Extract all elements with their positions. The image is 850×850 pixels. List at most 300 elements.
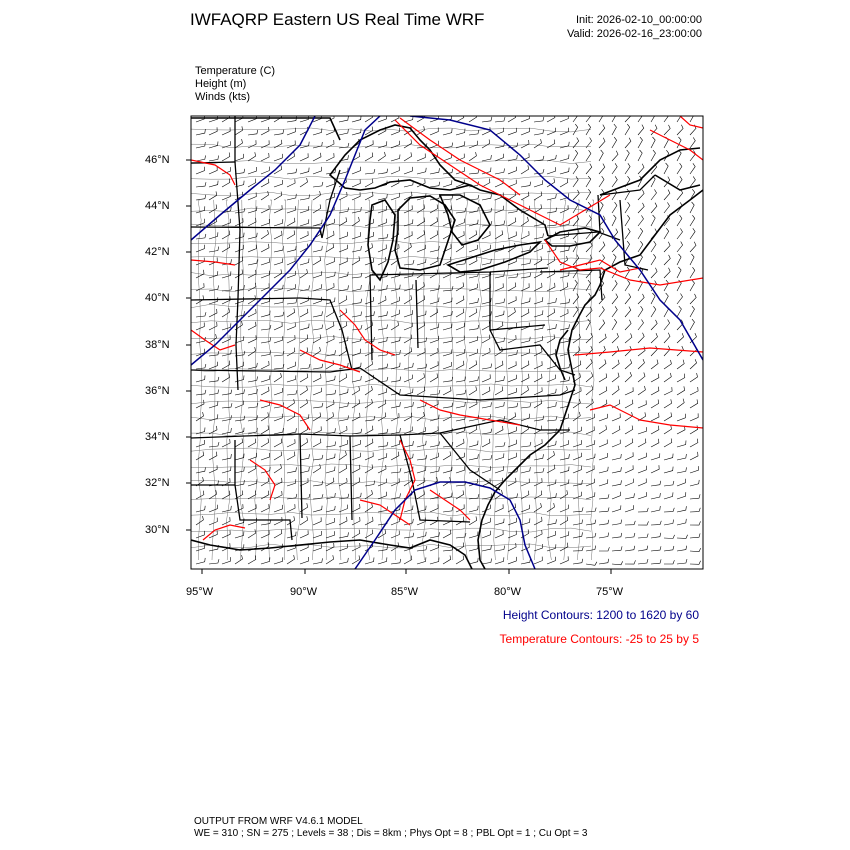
wind-barb	[391, 531, 399, 538]
wind-barb	[430, 285, 440, 291]
wind-barb	[248, 167, 257, 174]
wind-barb	[196, 558, 205, 564]
wind-barb	[482, 335, 490, 343]
wind-barb	[274, 505, 283, 512]
wind-barb	[404, 375, 412, 382]
wind-barb	[625, 228, 630, 239]
wind-barb	[651, 268, 657, 278]
wind-barb	[378, 388, 387, 395]
wind-barb	[638, 150, 642, 161]
wind-barb	[599, 138, 605, 148]
wind-barb	[521, 403, 531, 408]
wind-barb	[352, 337, 361, 343]
wind-barb	[586, 533, 596, 538]
wind-barb	[612, 520, 622, 525]
wind-barb	[508, 493, 518, 499]
wind-barb	[222, 517, 230, 525]
wind-barb	[482, 559, 492, 565]
wind-barb	[547, 308, 555, 317]
wind-barb	[599, 242, 605, 252]
wind-barb	[365, 140, 373, 148]
wind-barb	[586, 440, 595, 447]
wind-barb	[625, 241, 630, 252]
wind-barb	[547, 519, 557, 525]
wind-barb	[326, 555, 334, 564]
wind-barb	[209, 465, 217, 473]
wind-barb	[274, 130, 284, 135]
wind-barb	[521, 283, 529, 291]
wind-barb	[599, 425, 607, 434]
wind-barb	[560, 505, 568, 512]
wind-barb	[222, 454, 231, 460]
wind-barb	[209, 156, 219, 162]
wind-barb	[248, 439, 256, 447]
wind-barb	[287, 308, 295, 317]
wind-barb	[261, 311, 270, 317]
wind-barb	[521, 298, 530, 304]
wind-barb	[313, 506, 322, 512]
wind-barb	[339, 347, 347, 356]
wind-barb	[690, 521, 701, 525]
wind-barb	[235, 480, 244, 486]
wind-barb	[677, 228, 683, 239]
wind-barb	[534, 297, 543, 304]
wind-barb	[261, 361, 269, 369]
wind-barb	[287, 439, 295, 447]
wind-barb	[677, 333, 684, 343]
wind-barb	[339, 558, 348, 564]
wind-barb	[586, 372, 593, 382]
wind-barb	[261, 244, 269, 252]
wind-barb	[599, 453, 608, 460]
wind-barb	[690, 319, 695, 330]
wind-barb	[417, 204, 425, 213]
wind-barb	[625, 452, 633, 460]
wind-barb	[625, 465, 633, 473]
wind-barb	[261, 425, 269, 434]
wind-barb	[612, 505, 621, 512]
wind-barb	[664, 268, 670, 278]
wind-barb	[599, 176, 604, 187]
wind-barb	[222, 286, 232, 291]
wind-barb	[690, 111, 694, 122]
wind-barb	[378, 285, 387, 291]
wind-barb	[547, 114, 555, 122]
wind-barb	[677, 414, 685, 421]
wind-barb	[196, 129, 205, 135]
wind-barb	[417, 217, 425, 226]
wind-barb	[274, 373, 282, 382]
wind-barb	[222, 428, 231, 434]
wind-barb	[222, 467, 231, 474]
wind-barb	[612, 480, 622, 486]
wind-barb	[209, 390, 219, 396]
wind-barb	[586, 508, 596, 512]
wind-barb	[196, 206, 205, 213]
wind-barb	[664, 333, 670, 343]
wind-barb	[326, 180, 335, 187]
wind-barb	[495, 117, 505, 122]
wind-barb	[495, 442, 505, 447]
county-line	[191, 416, 591, 420]
wind-barb	[482, 364, 492, 369]
wind-barb	[599, 479, 608, 486]
wind-barb	[261, 167, 269, 174]
wind-barb	[534, 454, 544, 460]
wind-barb	[638, 479, 646, 487]
wind-barb	[560, 543, 568, 551]
wind-barb	[690, 548, 701, 552]
wind-barb	[482, 429, 492, 434]
wind-barb	[300, 153, 308, 161]
wind-barb	[495, 387, 503, 396]
wind-barb	[287, 348, 295, 356]
wind-barb	[599, 111, 604, 122]
wind-barb	[599, 440, 607, 448]
county-line	[408, 200, 412, 560]
wind-barb	[599, 374, 607, 383]
wind-barb	[196, 312, 206, 317]
wind-barb	[326, 518, 335, 525]
wind-barb	[651, 546, 661, 551]
wind-barb	[274, 452, 282, 461]
wind-barb	[638, 203, 644, 213]
county-line	[464, 200, 467, 560]
wind-barb	[261, 542, 269, 551]
wind-barb	[430, 467, 439, 473]
wind-barb	[417, 427, 426, 434]
wind-barb	[469, 516, 477, 525]
wind-barb	[196, 337, 205, 343]
wind-barb	[300, 364, 310, 369]
wind-barb	[677, 360, 684, 369]
wind-barb	[378, 364, 388, 369]
wind-barb	[482, 387, 490, 395]
wind-barb	[482, 194, 492, 200]
wind-barb	[274, 322, 282, 330]
wind-barb	[326, 400, 334, 408]
wind-barb	[391, 413, 399, 421]
wind-barb	[482, 494, 492, 500]
wind-barb	[638, 333, 644, 343]
wind-barb	[430, 373, 438, 382]
wind-barb	[209, 247, 219, 252]
wind-barb	[508, 113, 516, 122]
wind-barb	[664, 454, 673, 460]
wind-barb	[586, 215, 591, 226]
wind-barb	[521, 337, 530, 343]
wind-barb	[248, 518, 257, 525]
wind-barb	[638, 320, 644, 331]
wind-barb	[573, 241, 577, 252]
wind-barb	[300, 178, 308, 187]
wind-barb	[443, 324, 452, 331]
wind-barb	[547, 298, 556, 304]
wind-barb	[521, 128, 529, 135]
county-line	[191, 176, 591, 179]
wind-barb	[690, 267, 695, 278]
wind-barb	[300, 374, 308, 383]
wind-barb	[664, 360, 671, 369]
height-contour-legend: Height Contours: 1200 to 1620 by 60	[502, 608, 699, 622]
wind-barb	[508, 323, 517, 330]
wind-barb	[638, 453, 646, 460]
wind-barb	[352, 517, 360, 525]
wind-barb	[690, 137, 695, 148]
wind-barb	[404, 243, 411, 252]
wind-barb	[651, 254, 656, 265]
wind-barb	[651, 374, 659, 382]
wind-barb	[638, 492, 647, 499]
wind-barb	[547, 493, 556, 499]
wind-barb	[651, 439, 659, 447]
wind-barb	[196, 376, 205, 383]
wind-barb	[443, 451, 451, 460]
wind-barb	[365, 503, 373, 512]
wind-barb	[690, 439, 698, 447]
wind-barb	[222, 127, 230, 135]
county-line	[191, 160, 591, 164]
wind-barb	[352, 217, 359, 226]
wind-barb	[339, 116, 348, 122]
wind-barb	[365, 452, 373, 460]
county-line	[191, 464, 591, 468]
wind-barb	[508, 388, 517, 395]
wind-barb	[625, 124, 630, 135]
wind-barb	[352, 116, 361, 122]
wind-barb	[417, 373, 425, 382]
wind-barb	[599, 559, 609, 564]
wind-barb	[261, 478, 269, 487]
lat-label-40n: 40°N	[145, 292, 170, 304]
wind-barb	[534, 139, 542, 148]
wind-barb	[261, 530, 269, 538]
wind-barb	[326, 390, 336, 395]
wind-barb	[313, 412, 321, 421]
wind-barb	[209, 166, 217, 174]
wind-barb	[677, 426, 685, 434]
wind-barb	[326, 506, 335, 512]
wind-barb	[443, 530, 451, 538]
wind-barb	[651, 533, 661, 538]
wind-barb	[313, 325, 323, 330]
wind-barb	[560, 168, 569, 174]
wind-barb	[456, 323, 464, 330]
wind-barb	[274, 364, 284, 369]
wind-barb	[625, 387, 633, 395]
lon-label-75w: 75°W	[596, 586, 624, 598]
wind-barb	[469, 220, 478, 226]
wind-barb	[287, 206, 296, 213]
wind-barb	[365, 426, 373, 434]
wind-barb	[508, 180, 516, 187]
wind-barb	[638, 373, 645, 383]
wind-barb	[534, 361, 542, 369]
wind-barb	[690, 242, 696, 252]
wind-barb	[430, 128, 438, 136]
wind-barb	[430, 504, 438, 512]
wind-barb	[235, 416, 245, 421]
wind-barb	[573, 150, 578, 161]
wind-barb	[677, 399, 684, 408]
wind-barb	[248, 556, 256, 565]
wind-barb	[326, 478, 334, 486]
wind-barb	[690, 228, 695, 239]
wind-barb	[651, 150, 656, 161]
wind-barb	[287, 169, 297, 174]
wind-barb	[560, 440, 569, 447]
wind-barb	[404, 152, 412, 161]
wind-barb	[222, 179, 230, 187]
wind-barb	[235, 438, 243, 447]
wind-barb	[300, 259, 309, 266]
wind-barb	[651, 465, 659, 473]
wind-barb	[417, 532, 426, 538]
wind-barb	[313, 455, 323, 460]
wind-barb	[560, 221, 570, 227]
wind-barb	[664, 280, 669, 291]
variable-temperature: Temperature (C)	[195, 65, 276, 77]
wind-barb	[677, 559, 687, 564]
wind-barb	[313, 335, 321, 344]
wind-barb	[690, 294, 696, 304]
wind-barb	[287, 390, 297, 395]
wind-barb	[521, 442, 531, 447]
wind-barb	[625, 294, 631, 305]
wind-barb	[521, 260, 531, 266]
county-line	[422, 200, 425, 560]
wind-barb	[313, 142, 322, 148]
wind-barb	[573, 163, 578, 174]
wind-barb	[352, 543, 360, 551]
wind-barb	[196, 195, 206, 200]
wind-barb	[261, 387, 269, 395]
county-line	[324, 200, 328, 560]
wind-barb	[430, 361, 438, 369]
wind-barb	[664, 467, 673, 473]
wind-barb	[495, 504, 503, 512]
wind-barb	[352, 376, 361, 382]
wind-barb	[417, 412, 424, 421]
wind-barb	[521, 349, 530, 356]
wind-barb	[404, 192, 412, 200]
wind-barb	[599, 547, 609, 551]
wind-barb	[469, 400, 477, 408]
wind-barb	[209, 505, 217, 512]
wind-barb	[534, 387, 542, 395]
wind-barb	[469, 152, 476, 161]
wind-barb	[495, 530, 503, 538]
wind-barb	[625, 372, 632, 382]
wind-barb	[469, 506, 478, 512]
wind-barb	[287, 335, 295, 343]
wind-barb	[651, 137, 655, 148]
wind-barb	[196, 167, 204, 174]
wind-barb	[638, 508, 648, 512]
wind-barb	[417, 557, 426, 564]
wind-barb	[690, 306, 695, 317]
county-line	[255, 200, 258, 560]
wind-barb	[586, 492, 595, 499]
wind-barb	[313, 558, 323, 564]
wind-barb	[339, 440, 348, 447]
wind-barb	[456, 390, 466, 395]
wind-barb	[404, 219, 413, 226]
wind-barb	[313, 311, 323, 317]
wind-barb	[287, 375, 296, 382]
wind-barb	[690, 399, 698, 408]
wind-barb	[638, 386, 645, 395]
wind-barb	[365, 169, 375, 174]
wind-barb	[482, 245, 490, 252]
wind-barb	[300, 195, 310, 201]
wind-barb	[352, 232, 361, 239]
wind-barb	[690, 387, 698, 395]
wind-barb	[352, 386, 360, 395]
wind-barb	[547, 221, 557, 226]
wind-barb	[378, 492, 387, 499]
wind-barb	[599, 150, 603, 161]
wind-barb	[209, 362, 217, 369]
wind-barb	[391, 468, 401, 473]
wind-barb	[196, 155, 206, 161]
wind-barb	[339, 389, 348, 395]
wind-barb	[339, 478, 347, 486]
wind-barb	[638, 125, 644, 135]
wind-barb	[378, 194, 387, 200]
wind-barb	[274, 530, 282, 539]
model-footer	[194, 816, 587, 840]
wind-barb	[443, 362, 452, 369]
wind-barb	[326, 128, 334, 136]
county-line	[191, 128, 591, 132]
wind-barb	[534, 503, 542, 512]
wind-barb	[690, 373, 698, 382]
county-boundaries	[191, 128, 594, 560]
wind-barb	[664, 508, 674, 512]
wind-barb	[391, 297, 400, 304]
wind-barb	[443, 143, 453, 148]
wind-barb	[586, 333, 593, 343]
wind-barb	[235, 454, 244, 460]
wind-barb	[508, 167, 516, 174]
wind-barb	[677, 492, 686, 499]
county-line	[191, 320, 591, 323]
wind-barb	[274, 258, 283, 265]
wind-barb	[209, 181, 218, 187]
wind-barb	[560, 179, 568, 187]
wind-barb	[612, 151, 618, 161]
wind-barb	[612, 280, 617, 291]
valid-time: Valid: 2026-02-16_23:00:00	[567, 28, 702, 40]
wind-barb	[469, 349, 478, 356]
wind-barb	[495, 546, 505, 551]
wind-barb	[248, 363, 257, 369]
wind-barb	[222, 506, 231, 512]
wind-barb	[443, 377, 453, 382]
wind-barb	[625, 320, 631, 330]
county-line	[226, 200, 230, 560]
wind-barb	[547, 283, 555, 291]
wind-barb	[417, 154, 425, 162]
wind-barb	[365, 399, 373, 408]
wind-barb	[248, 453, 257, 460]
wind-barb	[300, 168, 309, 174]
wind-barb	[313, 271, 322, 278]
wind-barb	[651, 413, 659, 421]
wind-barb	[261, 283, 269, 291]
wind-barb	[599, 494, 609, 499]
